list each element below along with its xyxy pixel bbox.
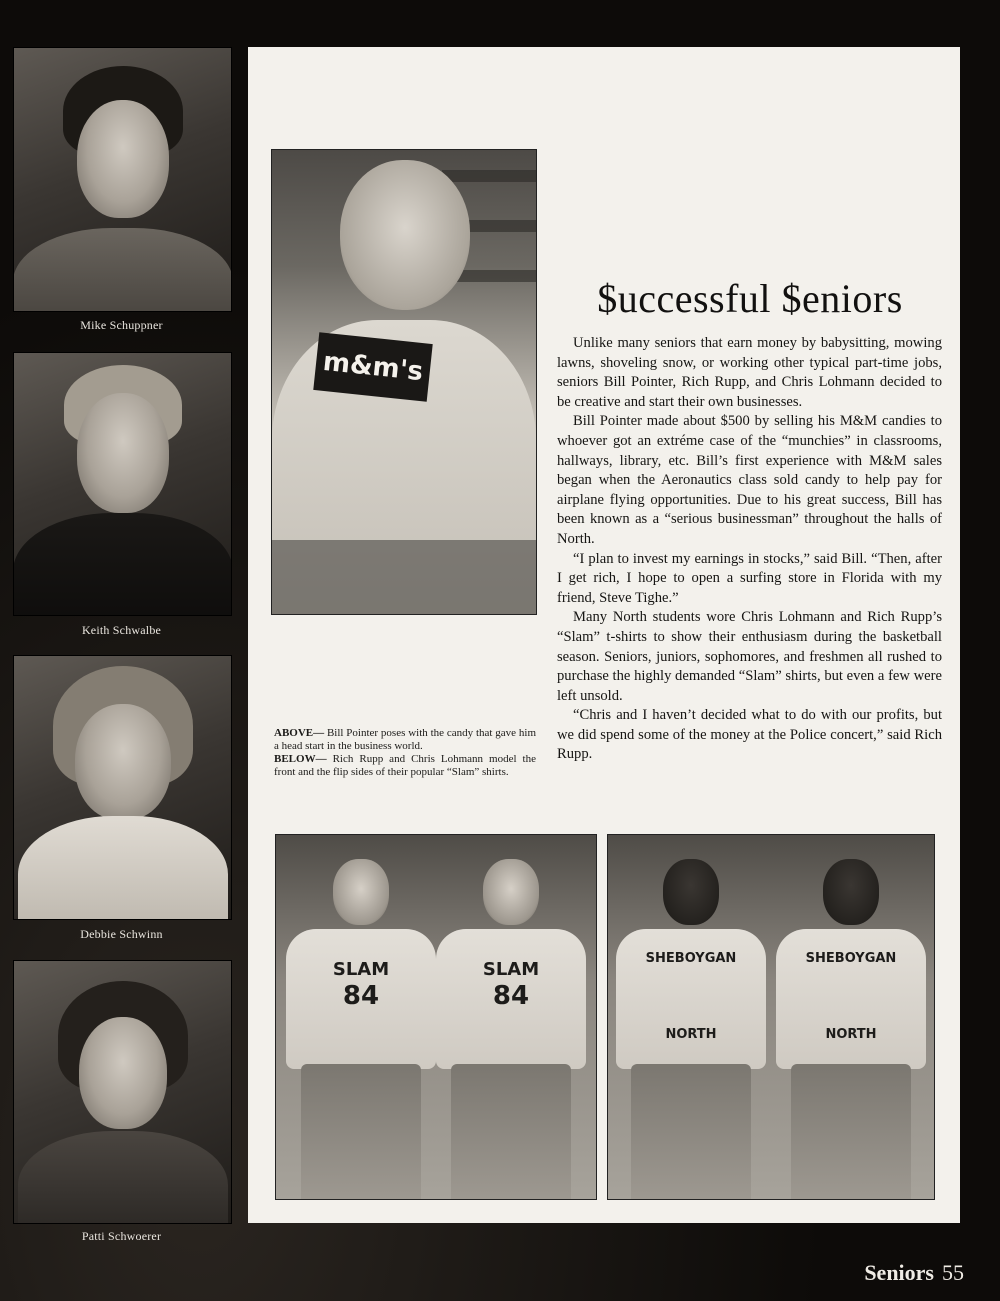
shirt-text: SLAM: [332, 959, 390, 980]
caption-label-below: BELOW—: [274, 753, 327, 765]
candy-photo: [271, 149, 537, 615]
shirts-back-photo: [607, 834, 935, 1200]
article-paragraph: Many North students wore Chris Lohmann and Rich Rupp’s “Slam” t-shirts to show their enthusiasm during the basketball season. Seniors, juniors, sophomores, and freshmen all rushed to purchase the highly demanded “Slam” shirts, but even a few were left unsold.: [557, 609, 942, 704]
article-paragraph: Unlike many seniors that earn money by babysitting, mowing lawns, shoveling snow, or working other typical part-time jobs, seniors Bill Pointer, Rich Rupp, and Chris Lohmann decided to be creative and start their own businesses.: [557, 335, 942, 410]
shirt-text: SLAM: [482, 959, 540, 980]
caption-text-below: Rich Rupp and Chris Lohmann model the front and the flip sides of their popular “Slam” shirts.: [274, 753, 536, 778]
caption-label-above: ABOVE—: [274, 727, 325, 739]
shirt-text: NORTH: [665, 1027, 717, 1042]
candy-wrapper: m&m's: [313, 332, 432, 402]
portrait-caption: Keith Schwalbe: [81, 623, 162, 637]
article-paragraph: “I plan to invest my earnings in stocks,” said Bill. “Then, after I get rich, I hope to open a surfing store in Florida with my friend, Steve Tighe.”: [557, 550, 942, 606]
shirt-text: 84: [342, 981, 380, 1011]
article-paragraph: Bill Pointer made about $500 by selling his M&M candies to whoever got an extréme case of the “munchies” in classrooms, hallways, library, etc. Bill’s first experience with M&M sales began when the Aeronautics class sold candy to help pay for airplane flying opportunities. Due to his great success, Bill has been known as a “serious businessman” throughout the halls of North.: [557, 413, 942, 547]
portrait-photo: [13, 655, 232, 920]
footer-section: Seniors: [864, 1260, 934, 1285]
portrait-caption: Debbie Schwinn: [80, 927, 163, 941]
portrait-photo: [13, 960, 232, 1224]
portrait-photo: [13, 352, 232, 616]
page-footer: [864, 1260, 964, 1286]
portrait-photo: [13, 47, 232, 312]
shirt-text: NORTH: [825, 1027, 877, 1042]
page-number: 55: [942, 1260, 964, 1285]
article-title: $uccessful $eniors: [597, 276, 903, 321]
shirt-text: SHEBOYGAN: [805, 951, 897, 966]
portrait-caption: Patti Schwoerer: [81, 1229, 162, 1243]
article-paragraph: “Chris and I haven’t decided what to do with our profits, but we did spend some of the money at the Police concert,” said Rich Rupp.: [557, 707, 942, 763]
caption-text-above: Bill Pointer poses with the candy that gave him a head start in the business world.: [274, 727, 537, 752]
shirts-front-photo: [275, 834, 597, 1200]
shirt-text: SHEBOYGAN: [645, 951, 737, 966]
shirt-text: 84: [492, 981, 530, 1011]
photo-caption: [274, 727, 536, 779]
article-body: [557, 334, 942, 765]
portrait-caption: Mike Schuppner: [80, 318, 163, 332]
